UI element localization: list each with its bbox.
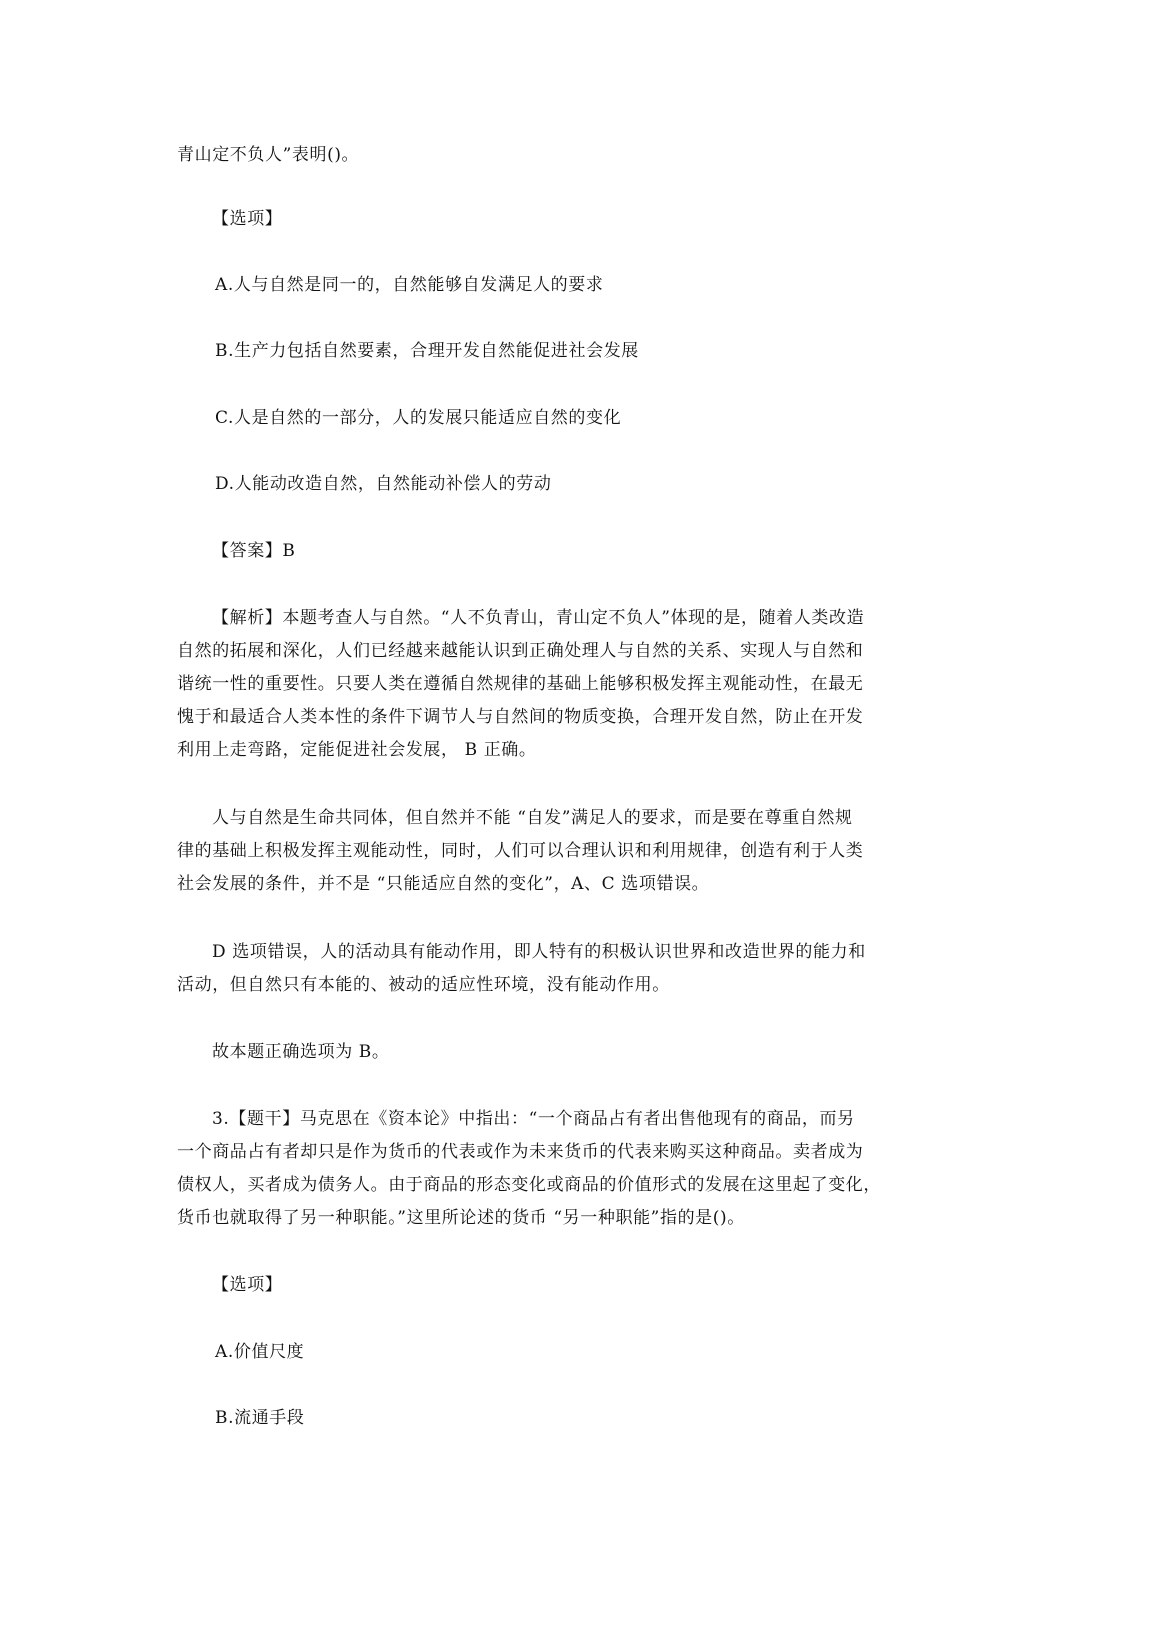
- option-b: B.流通手段: [215, 1408, 305, 1428]
- analysis-line: D 选项错误，人的活动具有能动作用，即人特有的积极认识世界和改造世界的能力和: [212, 942, 866, 962]
- analysis-line: 社会发展的条件，并不是 “只能适应自然的变化”，A、C 选项错误。: [177, 874, 710, 894]
- analysis-line: 利用上走弯路，定能促进社会发展， B 正确。: [177, 740, 537, 760]
- analysis-line: 愧于和最适合人类本性的条件下调节人与自然间的物质变换，合理开发自然，防止在开发: [177, 707, 864, 727]
- question-3-stem: 货币也就取得了另一种职能。”这里所论述的货币 “另一种职能”指的是()。: [177, 1208, 745, 1228]
- question-3-stem: 一个商品占有者却只是作为货币的代表或作为未来货币的代表来购买这种商品。卖者成为: [177, 1142, 864, 1162]
- option-a: A.价值尺度: [215, 1342, 305, 1362]
- question-stem-tail: 青山定不负人”表明()。: [177, 145, 360, 165]
- analysis-line: 自然的拓展和深化，人们已经越来越能认识到正确处理人与自然的关系、实现人与自然和: [177, 641, 864, 661]
- analysis-line: 活动，但自然只有本能的、被动的适应性环境，没有能动作用。: [177, 975, 670, 995]
- question-3-stem: 3.【题干】马克思在《资本论》中指出：“一个商品占有者出售他现有的商品，而另: [212, 1109, 855, 1129]
- option-d: D.人能动改造自然，自然能动补偿人的劳动: [215, 474, 552, 494]
- analysis-line: 谐统一性的重要性。只要人类在遵循自然规律的基础上能够积极发挥主观能动性，在最无: [177, 674, 864, 694]
- analysis-line: 【解析】本题考查人与自然。“人不负青山，青山定不负人”体现的是，随着人类改造: [212, 608, 865, 628]
- option-a: A.人与自然是同一的，自然能够自发满足人的要求: [215, 275, 604, 295]
- answer-line: 【答案】B: [212, 541, 296, 561]
- options-heading: 【选项】: [212, 1275, 283, 1295]
- options-heading: 【选项】: [212, 209, 283, 229]
- analysis-line: 人与自然是生命共同体，但自然并不能 “自发”满足人的要求，而是要在尊重自然规: [212, 808, 853, 828]
- analysis-line: 律的基础上积极发挥主观能动性，同时，人们可以合理认识和利用规律，创造有利于人类: [177, 841, 864, 861]
- option-c: C.人是自然的一部分，人的发展只能适应自然的变化: [215, 408, 622, 428]
- question-3-stem: 债权人，买者成为债务人。由于商品的形态变化或商品的价值形式的发展在这里起了变化，: [177, 1175, 881, 1195]
- option-b: B.生产力包括自然要素，合理开发自然能促进社会发展: [215, 341, 639, 361]
- conclusion-line: 故本题正确选项为 B。: [212, 1042, 390, 1062]
